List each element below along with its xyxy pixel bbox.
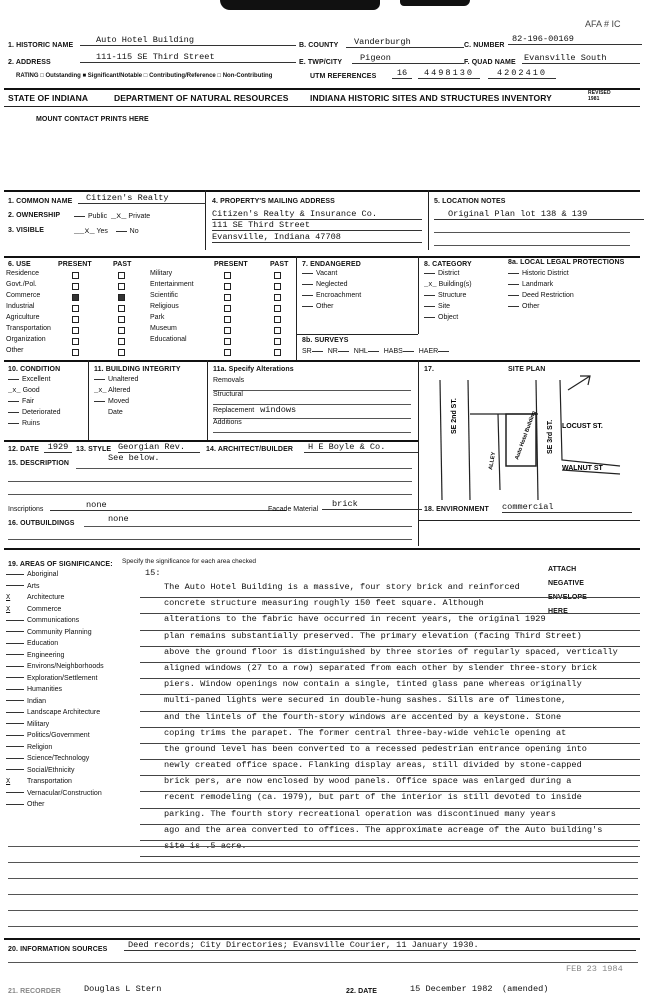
divider — [418, 520, 640, 521]
blank-line — [8, 962, 638, 963]
integrity-label: 11. BUILDING INTEGRITY — [94, 366, 181, 373]
use-item: Residence — [6, 270, 40, 277]
areas-list: Aboriginal Arts X Architecture X Commerce Communications Community Planning Education Engineering Environs/Neighborhoods Exploration/Settlement Humanities Indian Landscape Architecture Military Politics/Government Religion Science/Technology Social/Ethnicity X Transportation Vernacular/Construction Other — [6, 571, 104, 808]
area-item: Humanities — [27, 686, 63, 693]
present-box — [224, 305, 231, 312]
description-line: piers. Window openings now contain a single, tinted glass pane whereas originally — [140, 679, 640, 695]
category-item: Object — [438, 314, 459, 321]
condition-item: Ruins — [22, 420, 40, 427]
date-value: 1929 — [44, 442, 72, 453]
description-line: coping trims the parapet. The former central three-bay-wide vehicle opening at — [140, 728, 640, 744]
use-right-list — [150, 270, 290, 358]
past-box — [274, 327, 281, 334]
blank-line — [8, 539, 412, 540]
rating-row: RATING □ Outstanding ■ Significant/Notable □ Contributing/Reference □ Non-Contributing — [16, 73, 273, 79]
present-box — [72, 338, 79, 345]
legal-label: 8a. LOCAL LEGAL PROTECTIONS — [508, 259, 625, 266]
integrity-item-checked: Altered — [108, 387, 131, 394]
legal-item: Landmark — [522, 281, 554, 288]
alteration-item: Additions — [213, 419, 242, 426]
endangered-item: Other — [316, 303, 334, 310]
use-past-header: PAST — [113, 261, 132, 268]
use-item: Other — [6, 347, 24, 354]
past-box — [274, 305, 281, 312]
area-item: Education — [27, 640, 59, 647]
category-item: Site — [438, 303, 451, 310]
blank-line — [8, 481, 412, 482]
area-item: Arts — [27, 582, 40, 590]
past-box — [118, 327, 125, 334]
divider — [4, 548, 640, 550]
dept-title: DEPARTMENT OF NATURAL RESOURCES — [114, 93, 289, 103]
address-label: 2. ADDRESS — [8, 59, 51, 66]
attach-negative-label: ATTACH NEGATIVE ENVELOPE HERE — [548, 566, 587, 615]
state-title: STATE OF INDIANA — [8, 93, 89, 103]
environment-value: commercial — [502, 502, 632, 513]
use-item: Agriculture — [6, 314, 40, 321]
utm-northing: 4202410 — [488, 68, 556, 79]
mount-prints-label: MOUNT CONTACT PRINTS HERE — [36, 116, 149, 123]
condition-label: 10. CONDITION — [8, 366, 61, 373]
use-item: Religious — [150, 303, 179, 310]
style-value: Georgian Rev. — [118, 442, 200, 453]
alteration-item: Replacement — [213, 407, 255, 414]
endangered-label: 7. ENDANGERED — [302, 261, 361, 268]
recorder-label: 21. RECORDER — [8, 988, 61, 995]
environment-label: 18. ENVIRONMENT — [424, 506, 489, 513]
use-item: Museum — [150, 325, 177, 332]
county-label: B. COUNTY — [299, 42, 339, 49]
divider — [4, 190, 640, 192]
endangered-item: Encroachment — [316, 292, 362, 299]
mailing-line-3: Evansville, Indiana 47708 — [212, 232, 422, 243]
description-line: newly created office space. Flanking display areas, still divided by stone-capped — [140, 760, 640, 776]
area-item: Social/Ethnicity — [27, 766, 75, 774]
present-box — [224, 272, 231, 279]
description-line: parking. The fourth story recreational operation was discontinued many years — [140, 809, 640, 825]
ownership-options: Public _x_ Private — [74, 211, 150, 221]
condition-item-checked: Good — [22, 387, 40, 394]
endangered-item: Neglected — [316, 281, 348, 288]
alteration-item: Structural — [213, 391, 243, 398]
area-item: Other — [27, 801, 45, 808]
architect-value: H E Boyle & Co. — [304, 442, 418, 453]
significance-label: 19. AREAS OF SIGNIFICANCE: — [8, 561, 113, 568]
twp-label: E. TWP/CITY — [299, 59, 343, 66]
description-line: the ground level has been converted to a recessed pedestrian entrance opening into — [140, 744, 640, 760]
street-label: SE 2nd ST. — [451, 398, 458, 434]
endangered-item: Vacant — [316, 270, 338, 277]
use-item: Park — [150, 314, 165, 321]
facade-value: brick — [322, 499, 422, 510]
endangered-list — [302, 270, 361, 314]
use-item: Transportation — [6, 325, 51, 332]
category-item: Structure — [438, 292, 467, 299]
north-arrow — [568, 376, 590, 390]
torn-top-edge-2 — [400, 0, 470, 6]
quad-value: Evansville South — [522, 53, 640, 64]
use-item: Commerce — [6, 292, 41, 299]
number-value: 82-196-00169 — [508, 34, 642, 45]
use-present-header: PRESENT — [58, 261, 92, 268]
integrity-item: Unaltered — [108, 376, 139, 383]
use-past-header-2: PAST — [270, 261, 289, 268]
use-item: Scientific — [150, 292, 179, 299]
common-name-value: Citizen's Realty — [78, 193, 206, 204]
present-box — [224, 327, 231, 334]
present-box — [224, 349, 231, 356]
past-box — [274, 316, 281, 323]
present-box — [224, 294, 231, 301]
present-box — [72, 272, 79, 279]
legal-item: Deed Restriction — [522, 292, 574, 299]
description-line: above the ground floor is distinguished by three stories of regularly spaced, vertically — [140, 647, 640, 663]
divider — [4, 88, 640, 90]
architect-label: 14. ARCHITECT/BUILDER — [206, 446, 294, 453]
amended-note: (amended) — [502, 984, 549, 994]
present-box-checked — [72, 294, 79, 301]
condition-list: Excellent _x_ Good Fair Deteriorated Ruins — [8, 376, 61, 427]
divider — [428, 190, 429, 250]
mailing-line-1: Citizen's Realty & Insurance Co. — [212, 209, 422, 220]
divider — [4, 256, 640, 258]
divider — [4, 106, 640, 107]
area-item: Indian — [27, 697, 47, 705]
style-label: 13. STYLE — [76, 446, 112, 453]
area-item: Community Planning — [27, 628, 92, 636]
area-item: Religion — [27, 743, 53, 751]
area-item: Engineering — [27, 651, 65, 659]
present-box — [72, 327, 79, 334]
date-footer-value: 15 December 1982 — [410, 984, 493, 994]
blank-line — [8, 926, 638, 927]
mailing-line-2: 111 SE Third Street — [212, 220, 422, 231]
present-box — [224, 338, 231, 345]
siteplan-number: 17. — [424, 366, 435, 373]
divider — [296, 334, 418, 335]
category-item-checked: Building(s) — [438, 281, 472, 288]
divider — [296, 256, 297, 360]
area-item: Exploration/Settlement — [27, 674, 98, 682]
visible-options: __x_ Yes No — [74, 226, 139, 236]
building-label: Auto Hotel Building — [514, 410, 538, 461]
use-item: Military — [150, 270, 173, 277]
description-number: 15: — [145, 568, 161, 578]
blank-line — [76, 468, 412, 469]
past-box — [118, 272, 125, 279]
inscriptions-label: Inscriptions — [8, 506, 44, 513]
revised-note: REVISED 1981 — [588, 90, 611, 102]
location-value: Original Plan lot 138 & 139 — [434, 209, 644, 220]
past-box — [118, 316, 125, 323]
past-box — [118, 349, 125, 356]
alterations-list — [213, 377, 411, 433]
divider — [418, 360, 419, 546]
number-label: C. NUMBER — [464, 42, 505, 49]
surveys-row: SR NR NHL HABS HAER — [302, 348, 452, 355]
address-value: 111-115 SE Third Street — [80, 52, 296, 63]
area-item: Politics/Government — [27, 732, 90, 739]
historic-name-label: 1. HISTORIC NAME — [8, 42, 74, 49]
blank-line — [8, 894, 638, 895]
street-label: SE 3rd ST. — [547, 419, 554, 454]
blank-line — [8, 878, 638, 879]
area-item: Communications — [27, 617, 80, 624]
utm-label: UTM REFERENCES — [310, 73, 377, 80]
use-item: Govt./Pol. — [6, 281, 37, 288]
inventory-title: INDIANA HISTORIC SITES AND STRUCTURES INVENTORY — [310, 93, 552, 103]
legal-item: Historic District — [522, 270, 569, 277]
present-box — [72, 283, 79, 290]
condition-item: Fair — [22, 398, 35, 405]
area-item: Landscape Architecture — [27, 709, 101, 716]
divider — [418, 256, 419, 334]
blank-line — [84, 526, 412, 527]
site-plan-sketch — [420, 370, 638, 520]
blank-line — [434, 232, 630, 233]
description-line: The Auto Hotel Building is a massive, four story brick and reinforced — [140, 582, 640, 598]
street-label: WALNUT ST — [562, 465, 603, 472]
description-line: brick pers, are now enclosed by wood panels. Office space was enlarged during a — [140, 776, 640, 792]
county-value: Vanderburgh — [346, 37, 464, 48]
significance-instruction: Specify the significance for each area checked — [122, 558, 257, 565]
divider — [88, 360, 89, 440]
outbuildings-label: 16. OUTBUILDINGS — [8, 520, 75, 527]
description-value: See below. — [108, 453, 160, 463]
recorder-value: Douglas L Stern — [84, 984, 162, 994]
past-box — [274, 349, 281, 356]
twp-value: Pigeon — [352, 53, 464, 64]
received-date-stamp: FEB 23 1984 — [566, 964, 623, 974]
description-line: and the lintels of the fourth-story windows are accented by a keystone. Stone — [140, 712, 640, 728]
visible-label: 3. VISIBLE — [8, 227, 45, 234]
legal-item: Other — [522, 303, 540, 310]
location-label: 5. LOCATION NOTES — [434, 198, 506, 205]
past-box — [118, 338, 125, 345]
blank-line — [8, 494, 412, 495]
date-footer-label: 22. DATE — [346, 988, 378, 995]
area-item-checked: Commerce — [27, 605, 62, 613]
past-box — [118, 305, 125, 312]
description-line: plan remains substantially preserved. The primary elevation (facing Third Street) — [140, 631, 640, 647]
description-line: recent remodeling (ca. 1979), but part of the interior is still devoted to inside — [140, 792, 640, 808]
quad-label: F. QUAD NAME — [464, 59, 516, 66]
sources-label: 20. INFORMATION SOURCES — [8, 946, 108, 953]
torn-top-edge — [220, 0, 380, 10]
category-list: District _x_ Building(s) Structure Site Object — [424, 270, 472, 321]
past-box — [274, 294, 281, 301]
use-item: Entertainment — [150, 281, 194, 288]
area-item-checked: Transportation — [27, 778, 72, 785]
integrity-list: Unaltered _x_ Altered Moved Date — [94, 376, 139, 416]
past-box — [274, 272, 281, 279]
utm-zone: 16 — [392, 68, 412, 79]
divider — [4, 360, 640, 362]
sources-value: Deed records; City Directories; Evansville Courier, 11 January 1930. — [124, 940, 636, 951]
area-item: Military — [27, 720, 50, 728]
historic-name-value: Auto Hotel Building — [80, 35, 296, 46]
past-box — [274, 338, 281, 345]
category-label: 8. CATEGORY — [424, 261, 472, 268]
area-item: Environs/Neighborhoods — [27, 663, 104, 670]
past-box-checked — [118, 294, 125, 301]
blank-line — [8, 862, 638, 863]
present-box — [224, 316, 231, 323]
street-label: LOCUST ST. — [562, 423, 603, 430]
description-line: multi-paned lights were secured in double-hung sashes. Sills are of limestone, — [140, 695, 640, 711]
date-label: 12. DATE — [8, 446, 40, 453]
blank-line — [8, 846, 638, 847]
utm-easting: 4498130 — [418, 68, 480, 79]
legal-list — [508, 270, 574, 314]
divider — [207, 360, 208, 440]
street-line — [440, 380, 442, 500]
use-label: 6. USE — [8, 261, 31, 268]
alteration-item: Removals — [213, 377, 245, 384]
use-present-header-2: PRESENT — [214, 261, 248, 268]
description-line: concrete structure measuring roughly 150 feet square. Although — [140, 598, 640, 614]
present-box — [72, 349, 79, 356]
condition-item: Excellent — [22, 376, 51, 383]
ownership-label: 2. OWNERSHIP — [8, 212, 61, 219]
use-left-list — [6, 270, 146, 358]
area-item: Vernacular/Construction — [27, 789, 102, 797]
description-line: alterations to the fabric have occurred in recent years, the original 1929 — [140, 614, 640, 630]
description-line: site is .5 acre. — [140, 841, 640, 857]
replacement-value: windows — [260, 405, 297, 415]
condition-item: Deteriorated — [22, 409, 61, 416]
present-box — [224, 283, 231, 290]
past-box — [118, 283, 125, 290]
siteplan-label: SITE PLAN — [508, 366, 546, 373]
street-label: ALLEY — [488, 451, 498, 471]
integrity-item: Moved — [108, 398, 130, 405]
integrity-item: Date — [108, 409, 123, 416]
alterations-label: 11a. Specify Alterations — [213, 366, 294, 373]
surveys-label: 8b. SURVEYS — [302, 337, 349, 344]
present-box — [72, 305, 79, 312]
stamp-top-right: AFA # IC — [585, 19, 621, 29]
description-line: ago and the area converted to offices. The approximate acreage of the Auto building's — [140, 825, 640, 841]
present-box — [72, 316, 79, 323]
description-line: aligned windows (27 to a row) separated from each other by slender three-story brick — [140, 663, 640, 679]
area-item-checked: Architecture — [27, 594, 65, 601]
description-label: 15. DESCRIPTION — [8, 460, 70, 467]
blank-line — [8, 910, 638, 911]
use-item: Organization — [6, 336, 46, 343]
use-item: Educational — [150, 336, 187, 343]
description-text — [140, 582, 640, 857]
area-item: Aboriginal — [27, 571, 59, 578]
facade-label: Facade Material — [268, 506, 319, 513]
category-item: District — [438, 270, 460, 277]
past-box — [274, 283, 281, 290]
common-name-label: 1. COMMON NAME — [8, 198, 73, 205]
alley-line — [498, 414, 500, 490]
area-item: Science/Technology — [27, 755, 90, 762]
mailing-label: 4. PROPERTY'S MAILING ADDRESS — [212, 198, 335, 205]
blank-line — [434, 245, 630, 246]
inscriptions-value: none — [50, 500, 286, 511]
use-item: Industrial — [6, 303, 35, 310]
outbuildings-value: none — [108, 514, 129, 524]
street-line — [468, 380, 470, 500]
